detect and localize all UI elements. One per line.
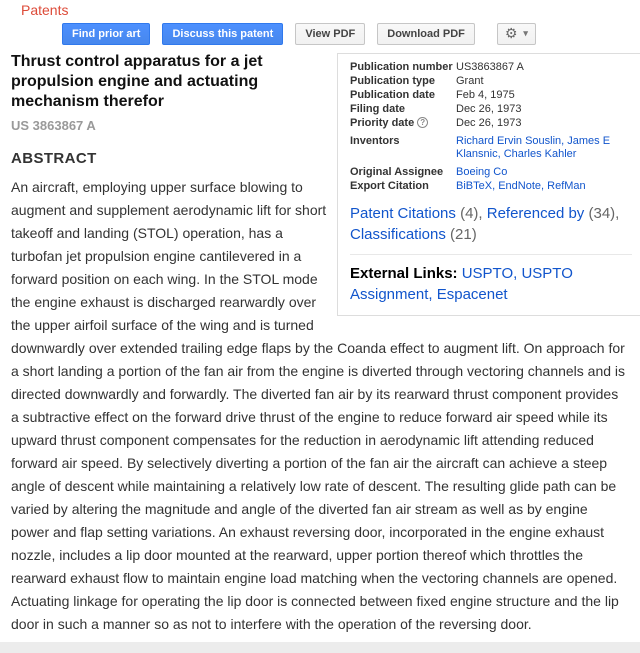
inventors-link[interactable]: James E Klansnic, (456, 135, 611, 160)
chevron-down-icon: ▾ (523, 28, 528, 38)
info-row-export-citation (350, 180, 632, 193)
inventors-link[interactable]: Charles Kahler (503, 148, 577, 160)
external-links-line (350, 263, 632, 305)
settings-gear-button[interactable] (497, 23, 536, 45)
info-value: Grant (456, 75, 484, 87)
view-pdf-button[interactable]: View PDF (295, 23, 365, 45)
info-value: Dec 26, 1973 (456, 117, 522, 129)
inventors-link[interactable]: Richard Ervin Souslin, (456, 135, 565, 147)
info-label: Export Citation (350, 180, 429, 192)
bibliographic-info-panel (337, 53, 640, 316)
info-label: Filing date (350, 103, 405, 115)
patent-title: Thrust control apparatus for a jet propulsion engine and actuating mechanism therefor (11, 53, 263, 110)
toolbar-buttons (62, 23, 487, 45)
count-badge: (21) (445, 226, 477, 243)
info-label: Original Assignee (350, 166, 444, 178)
publication-number: US 3863867 A (11, 118, 96, 133)
external-links-label: External Links: (350, 265, 458, 282)
discuss-this-patent-button[interactable]: Discuss this patent (162, 23, 283, 45)
referenced-by-link[interactable]: Referenced by (486, 205, 585, 222)
help-icon[interactable]: ? (417, 117, 428, 128)
infobox-divider (350, 254, 632, 255)
classifications-link[interactable]: Classifications (350, 226, 446, 243)
export-citation-link[interactable]: BiBTeX, (456, 180, 496, 192)
gear-icon: ⚙ (504, 25, 518, 42)
info-row-publication-number (350, 61, 632, 74)
info-value: Feb 4, 1975 (456, 89, 515, 101)
patent-citations-link[interactable]: Patent Citations (350, 205, 456, 222)
external-link-uspto[interactable]: USPTO, (461, 265, 518, 282)
count-badge: (4), (455, 205, 487, 222)
info-rows (350, 61, 632, 193)
info-label: Publication date (350, 89, 435, 101)
find-prior-art-button[interactable]: Find prior art (62, 23, 150, 45)
info-label: Inventors (350, 135, 400, 147)
info-row-publication-date (350, 89, 632, 102)
info-label: Publication type (350, 75, 435, 87)
info-row-inventors (350, 135, 632, 161)
export-citation-link[interactable]: EndNote, (498, 180, 545, 192)
download-pdf-button[interactable]: Download PDF (377, 23, 475, 45)
original-assignee-link[interactable]: Boeing Co (456, 166, 508, 178)
info-value (456, 180, 632, 193)
info-value: Dec 26, 1973 (456, 103, 522, 115)
toolbar (62, 22, 629, 45)
export-citation-link[interactable]: RefMan (547, 180, 586, 192)
external-link-uspto-assignment[interactable]: USPTO Assignment, (350, 265, 573, 303)
abstract-heading: ABSTRACT (11, 150, 97, 167)
main-content (11, 52, 629, 636)
citation-links-line (350, 203, 632, 245)
info-label: Priority date ? (350, 117, 456, 130)
info-row-priority-date (350, 117, 632, 130)
info-row-publication-type (350, 75, 632, 88)
patents-logo[interactable]: Patents (21, 2, 69, 18)
external-link-espacenet[interactable]: Espacenet (436, 286, 508, 303)
info-value: US3863867 A (456, 61, 524, 73)
abstract-text: An aircraft, employing upper surface blowing to augment and supplement aerodynamic lift for short takeoff and landing (STOL) operation, has a turbofan jet propulsion engine cantilevered in a forward position on each wing. In the STOL mode the engine exhaust is discharged rearwardly over the upper airfoil surface of the wing and is turned downwardly over extended trailing edge flaps by the Coanda effect to augment lift. On approach for a short landing a portion of the fan air from the engine is diverted through vectoring channels and is directed downwardly and forwardly. The diverted fan air by its rearward thrust component provides a subtractive effect on the forward drive thrust of the engine to reduce forward air speed while its upward thrust component compensates for the reduction in aerodynamic lift attending reduced forward air speed. By selectively diverting a portion of the fan air the aircraft can achieve a steep angle of descent while maintaining a relatively low rate of descent. The resulting glide path can be varied by altering the magnitude and angle of the diverted fan air stream as well as by engine power and flap setting variations. An exhaust reversing door, incorporated in the engine exhaust nozzle, includes a lip door mounted at the rearward, upper portion thereof which throttles the rearward exhaust flow to maintain engine load matching when the vectoring channels are opened. Actuating linkage for operating the lip door is connected between fixed engine structure and the lip door in such a manner so as not to interfere with the operation of the reversing door. (11, 179, 626, 632)
count-badge: (34), (584, 205, 620, 222)
info-label: Publication number (350, 61, 453, 73)
info-value (456, 135, 632, 161)
info-row-original-assignee (350, 166, 632, 179)
images-section-top-edge (0, 642, 640, 653)
info-value (456, 166, 632, 179)
info-row-filing-date (350, 103, 632, 116)
